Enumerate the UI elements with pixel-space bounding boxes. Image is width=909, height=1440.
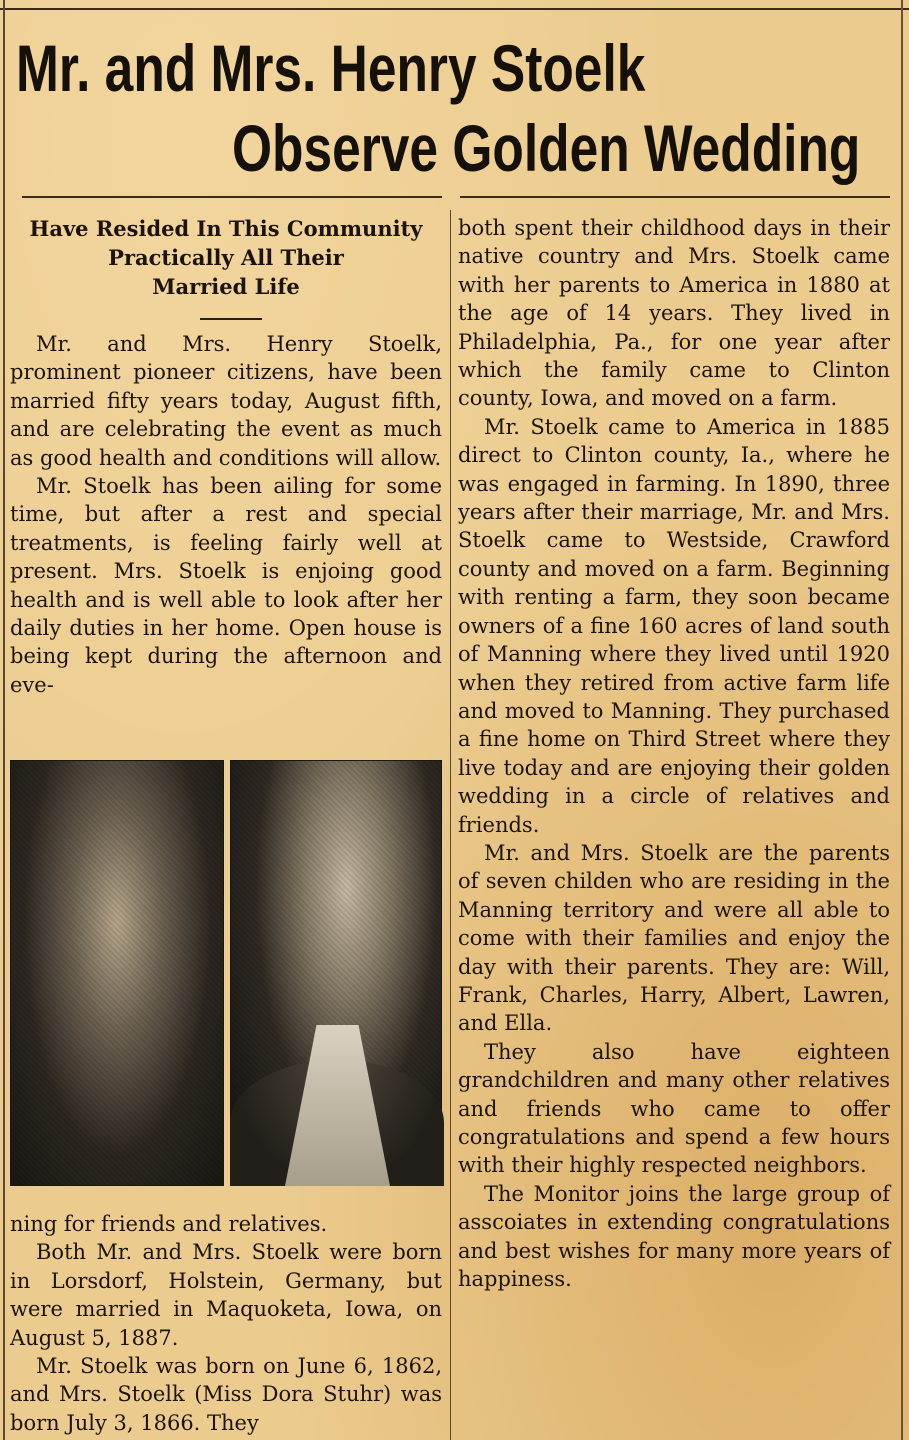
subheadline-line-1: Have Resided In This Community <box>29 216 423 241</box>
photo-mr-stoelk <box>230 760 442 1186</box>
right-column <box>458 214 890 1293</box>
portrait-woman-image <box>10 760 224 1186</box>
paragraph: The Monitor joins the large group of asscoiates in extending congratulations and best wishes for many more years of happiness. <box>458 1181 890 1292</box>
paragraph: Mr. Stoelk came to America in 1885 direct to Clinton county, Ia., where he was engaged in farming. In 1890, three years after their marriage, Mr. and Mrs. Stoelk came to Westside, Crawford county and moved on a farm. Beginning with renting a farm, they soon became owners of a fine 160 acres of land south of Manning where they lived until 1920 when they retired from active farm life and moved to Manning. They purchased a fine home on Third Street where they live today and are enjoying their golden wedding in a circle of relatives and friends. <box>458 414 890 837</box>
paragraph: They also have eighteen grandchildren and many other relatives and friends who came to offer congratulations and spend a few hours with their highly respected neighbors. <box>458 1039 890 1178</box>
paragraph: Mr. Stoelk has been ailing for some time, but after a rest and special treatments, is feeling fairly well at present. Mrs. Stoelk is enjoing good health and is well able to look after her daily duties in her home. Open house is being kept during the afternoon and eve- <box>10 474 442 697</box>
headline-line-1: Mr. and Mrs. Henry Stoelk <box>16 31 646 105</box>
subheadline <box>8 214 444 301</box>
left-border <box>3 0 5 1440</box>
paragraph: both spent their childhood days in their native country and Mrs. Stoelk came with her parents to America in 1880 at the age of 14 years. They lived in Philadelphia, Pa., for one year after which the family came to Clinton county, Iowa, and moved on a farm. <box>458 216 890 411</box>
paragraph: ning for friends and relatives. <box>10 1212 328 1236</box>
subheadline-rule <box>200 318 262 320</box>
column-divider <box>450 210 451 1440</box>
subheadline-line-3: Married Life <box>152 274 300 299</box>
right-border <box>901 0 903 1440</box>
paragraph: Mr. and Mrs. Henry Stoelk, prominent pioneer citizens, have been married fifty years today, August fifth, and are celebrating the event as much as good health and conditions will allow. <box>10 332 442 470</box>
paragraph: Both Mr. and Mrs. Stoelk were born in Lorsdorf, Holstein, Germany, but were married in Maquoketa, Iowa, on August 5, 1887. <box>10 1240 442 1350</box>
headline-rule-left <box>22 196 442 198</box>
left-column-bottom <box>10 1210 442 1437</box>
headline-line-2: Observe Golden Wedding <box>232 111 861 185</box>
headline-rule-right <box>460 196 890 198</box>
paragraph: Mr. Stoelk was born on June 6, 1862, and Mrs. Stoelk (Miss Dora Stuhr) was born July 3, 1866. They <box>10 1354 442 1435</box>
photo-mrs-stoelk <box>10 760 224 1186</box>
subheadline-line-2: Practically All Their <box>108 245 344 270</box>
paragraph: Mr. and Mrs. Stoelk are the parents of seven childen who are residing in the Manning territory and were all able to come with their families and enjoy the day with their parents. They are: Will, Frank, Charles, Harry, Albert, Lawren, and Ella. <box>458 840 890 1036</box>
left-column-top <box>10 330 442 699</box>
top-border <box>0 0 909 10</box>
